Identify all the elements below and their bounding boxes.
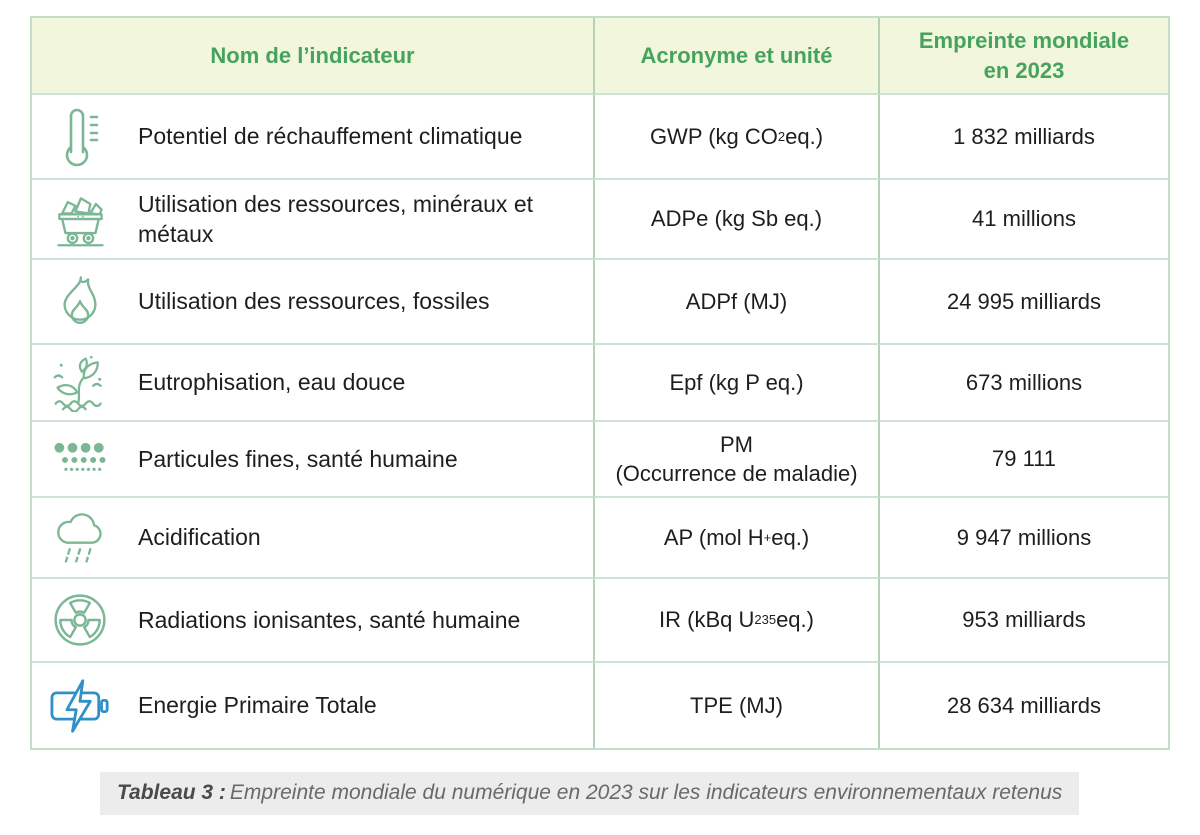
indicator-acronym: TPE (MJ)	[595, 663, 880, 748]
battery-bolt-icon	[32, 674, 128, 738]
indicator-acronym: AP (mol H + eq.)	[595, 498, 880, 579]
thermometer-icon	[32, 105, 128, 169]
indicator-name: Radiations ionisantes, santé humaine	[138, 606, 521, 633]
indicator-name-cell	[32, 663, 595, 748]
table-caption-text: Empreinte mondiale du numérique en 2023 sur les indicateurs environnementaux retenus	[229, 781, 1063, 804]
radiation-icon	[32, 588, 128, 652]
sprout-water-icon	[32, 351, 128, 415]
flame-icon	[32, 270, 128, 334]
table-caption-label: Tableau 3 :	[117, 781, 226, 804]
header-acronym-unit: Acronyme et unité	[595, 18, 880, 95]
rain-cloud-icon	[32, 506, 128, 570]
indicator-acronym: IR (kBq U 235 eq.)	[595, 579, 880, 663]
indicator-name: Eutrophisation, eau douce	[138, 369, 406, 396]
indicator-value: 673 millions	[880, 345, 1168, 422]
environmental-indicators-table	[30, 16, 1170, 750]
indicator-name: Energie Primaire Totale	[138, 692, 377, 719]
indicator-name-cell	[32, 180, 595, 260]
indicator-value: 1 832 milliards	[880, 95, 1168, 180]
indicator-value: 28 634 milliards	[880, 663, 1168, 748]
indicator-acronym: ADPf (MJ)	[595, 260, 880, 345]
indicator-name-cell	[32, 422, 595, 498]
indicator-acronym: Epf (kg P eq.)	[595, 345, 880, 422]
indicator-acronym: ADPe (kg Sb eq.)	[595, 180, 880, 260]
indicator-name-cell	[32, 95, 595, 180]
indicator-name: Acidification	[138, 524, 261, 551]
header-global-footprint-2023: Empreinte mondiale en 2023	[880, 18, 1168, 95]
particles-icon	[32, 427, 128, 491]
indicator-acronym: GWP (kg CO 2 eq.)	[595, 95, 880, 180]
indicator-acronym: PM (Occurrence de maladie)	[595, 422, 880, 498]
indicator-value: 41 millions	[880, 180, 1168, 260]
indicator-name-cell	[32, 345, 595, 422]
indicator-name-cell	[32, 579, 595, 663]
indicator-name: Potentiel de réchauffement climatique	[138, 123, 523, 150]
table-caption	[100, 772, 1079, 815]
mine-cart-icon	[32, 187, 128, 251]
header-indicator-name: Nom de l’indicateur	[32, 18, 595, 95]
indicator-value: 953 milliards	[880, 579, 1168, 663]
indicator-name-cell	[32, 498, 595, 579]
indicator-name: Utilisation des ressources, minéraux et métaux	[138, 190, 533, 247]
indicator-name: Utilisation des ressources, fossiles	[138, 288, 490, 315]
indicator-value: 79 111	[880, 422, 1168, 498]
indicator-name: Particules fines, santé humaine	[138, 445, 458, 472]
indicator-name-cell	[32, 260, 595, 345]
indicator-value: 9 947 millions	[880, 498, 1168, 579]
indicator-value: 24 995 milliards	[880, 260, 1168, 345]
